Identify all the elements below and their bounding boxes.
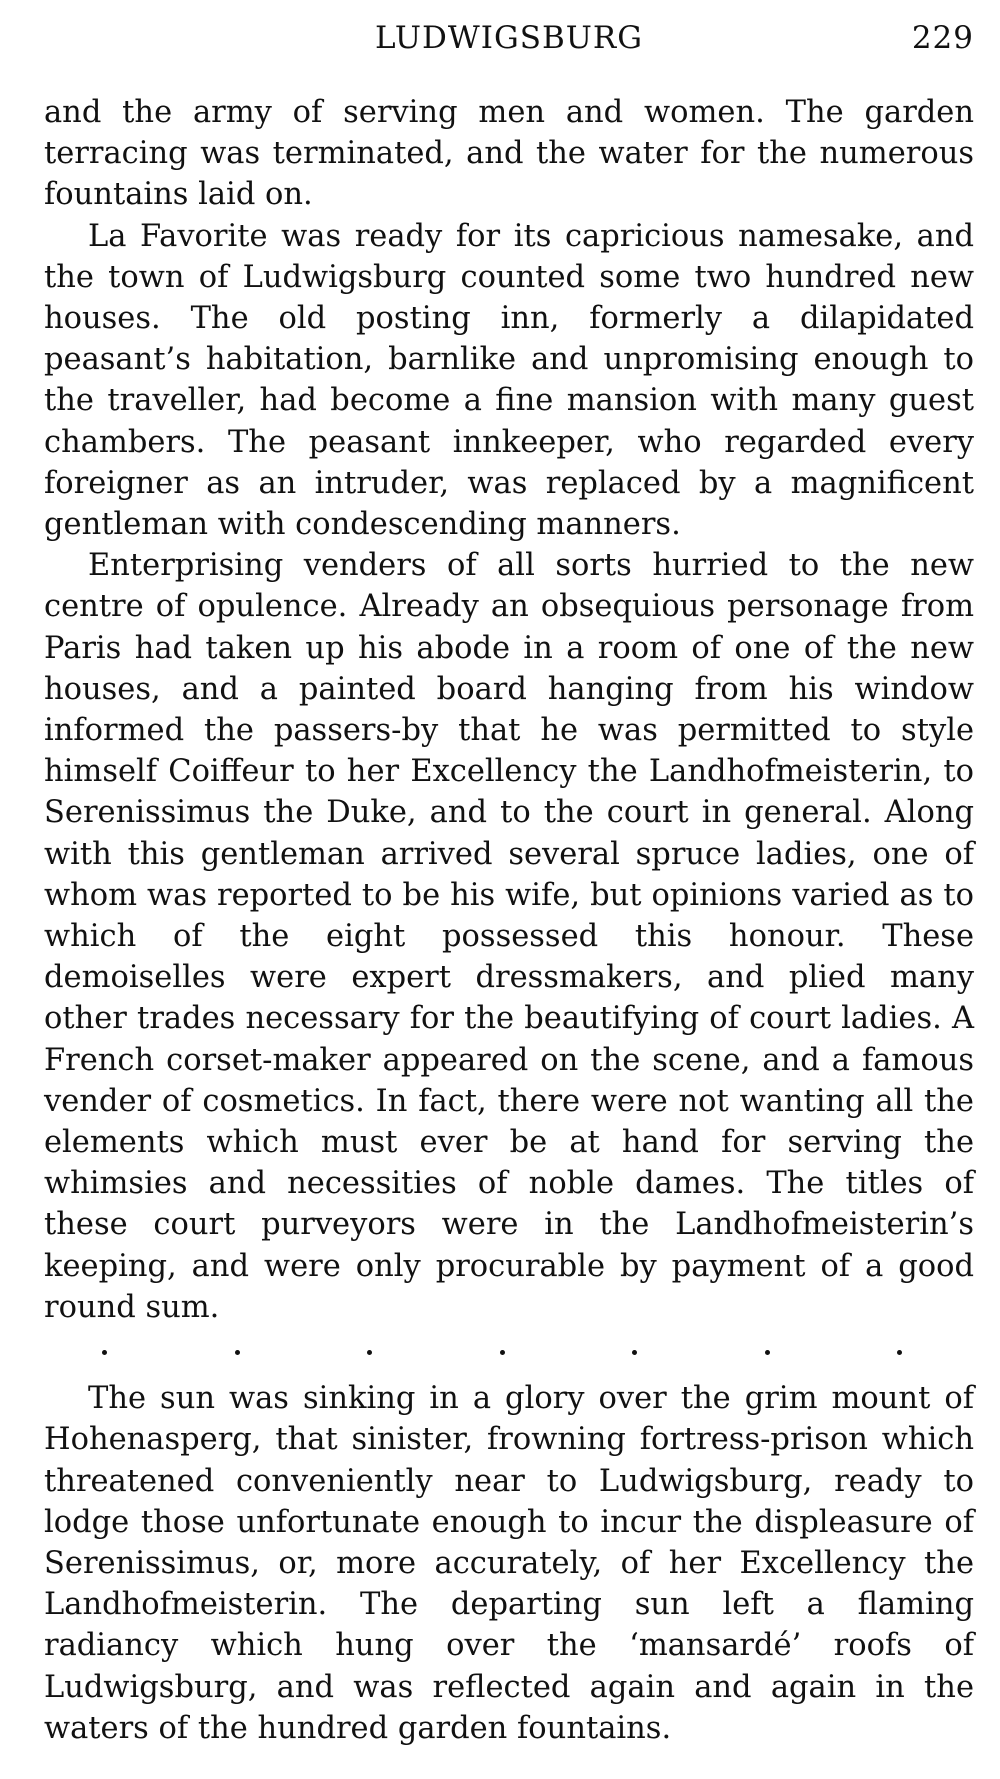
ellipsis-dot [632,1350,637,1355]
paragraph: The sun was sinking in a glory over the grim mount of Hohenasperg, that sinister, frowning fortress-prison which threatened conveniently near to Ludwigsburg, ready to lodge those unfortunate enough to incur the displeasure of Serenissimus, or, more accurately, of her Excellency the Landhofmeisterin. The departing sun left a flaming radiancy which hung over the ‘mansardé’ roofs of Ludwigsburg, and was reflected again and again in the waters of the hundred garden fountains. [44,1381,974,1746]
ellipsis-dot [897,1350,902,1355]
page-number: 229 [911,20,974,56]
ellipsis-dot [765,1350,770,1355]
section-break [102,1336,902,1370]
body-text [44,92,974,1749]
running-head [44,20,974,64]
running-title: LUDWIGSBURG [375,20,643,56]
paragraph: Enterprising venders of all sorts hurried to the new centre of opulence. Already an obsequious personage from Paris had taken up his abode in a room of one of the new houses, and a painted board hanging from his window informed the passers-by that he was permitted to style himself Coiffeur to her Excellency the Landhofmeisterin, to Serenissimus the Duke, and to the court in general. Along with this gentleman arrived several spruce ladies, one of whom was reported to be his wife, but opinions varied as to which of the eight possessed this honour. These demoiselles were expert dressmakers, and plied many other trades necessary for the beautifying of court ladies. A French corset-maker appeared on the scene, and a famous vender of cosmetics. In fact, there were not wanting all the elements which must ever be at hand for serving the whimsies and necessities of noble dames. The titles of these court purveyors were in the Landhofmeisterin’s keeping, and were only procurable by payment of a good round sum. [44,548,974,1325]
ellipsis-dot [235,1350,240,1355]
ellipsis-dot [367,1350,372,1355]
paragraph-continued: and the army of serving men and women. The garden terracing was terminated, and the water for the numerous fountains laid on. [44,95,974,213]
ellipsis-dot [102,1350,107,1355]
ellipsis-dot [500,1350,505,1355]
paragraph: La Favorite was ready for its capricious namesake, and the town of Ludwigsburg counted some two hundred new houses. The old posting inn, formerly a dilapidated peasant’s habitation, barnlike and unpromising enough to the traveller, had become a fine mansion with many guest chambers. The peasant innkeeper, who regarded every foreigner as an intruder, was replaced by a magnificent gentleman with condescending manners. [44,218,974,543]
